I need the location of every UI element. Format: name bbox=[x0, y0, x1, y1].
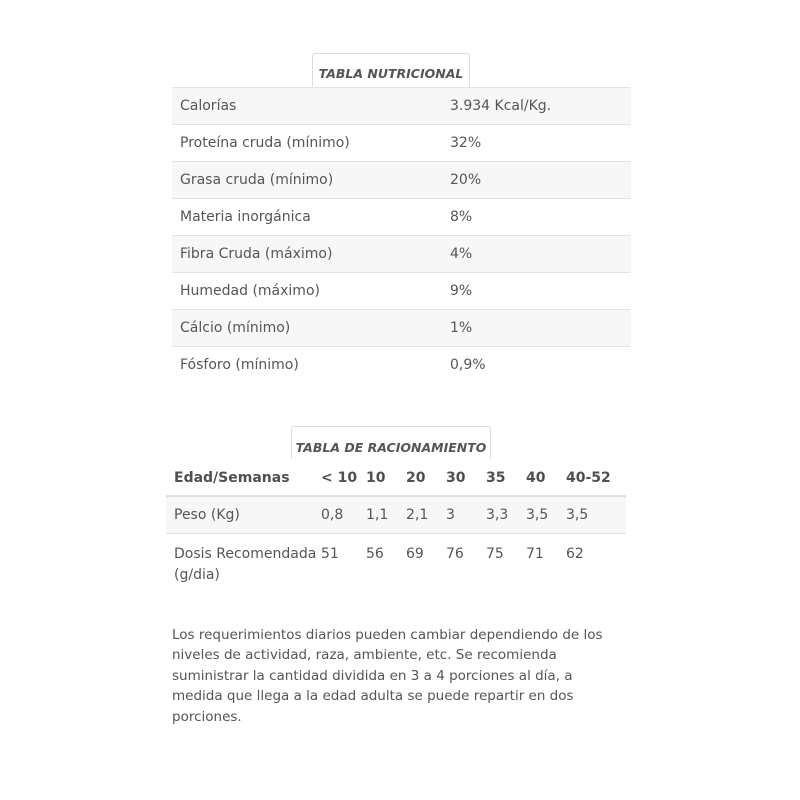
table-cell: 2,1 bbox=[406, 507, 429, 523]
nutrient-value: 20% bbox=[450, 172, 482, 188]
table-row bbox=[172, 272, 631, 309]
table-row bbox=[172, 309, 631, 346]
header-cell: 10 bbox=[366, 469, 386, 486]
table-cell: 62 bbox=[566, 546, 584, 562]
nutrient-label: Materia inorgánica bbox=[180, 209, 311, 225]
row-label: Peso (Kg) bbox=[174, 507, 240, 523]
row-label: Dosis Recomendada (g/dia) bbox=[174, 546, 317, 583]
nutrient-label: Fósforo (mínimo) bbox=[180, 357, 299, 373]
table-row bbox=[172, 235, 631, 272]
feeding-note: Los requerimientos diarios pueden cambiar dependiendo de los niveles de actividad, raza, ambiente, etc. Se recomienda suministrar la cantidad dividida en 3 a 4 porciones al día, a medida que llega a la edad adulta se puede repartir en dos porciones. bbox=[172, 626, 603, 725]
header-cell: 40-52 bbox=[566, 469, 611, 486]
table-row bbox=[172, 198, 631, 235]
table-cell: 3,3 bbox=[486, 507, 509, 523]
table-row bbox=[166, 497, 626, 534]
table-cell: 3,5 bbox=[566, 507, 589, 523]
nutrient-label: Proteína cruda (mínimo) bbox=[180, 135, 350, 151]
header-cell: 40 bbox=[526, 469, 546, 486]
table-cell: 56 bbox=[366, 546, 384, 562]
nutrient-label: Cálcio (mínimo) bbox=[180, 320, 291, 336]
table-row bbox=[172, 161, 631, 198]
nutrient-label: Humedad (máximo) bbox=[180, 283, 320, 299]
table-cell: 69 bbox=[406, 546, 424, 562]
nutrient-label: Fibra Cruda (máximo) bbox=[180, 246, 333, 262]
table-cell: 1,1 bbox=[366, 507, 389, 523]
table-row bbox=[172, 346, 631, 383]
tabla-racionamiento-title: TABLA DE RACIONAMIENTO bbox=[291, 426, 491, 459]
table-cell: 0,8 bbox=[321, 507, 344, 523]
nutrient-label: Calorías bbox=[180, 98, 237, 114]
table-row bbox=[166, 534, 626, 586]
nutrient-value: 1% bbox=[450, 320, 473, 336]
header-cell: 30 bbox=[446, 469, 466, 486]
nutrient-value: 9% bbox=[450, 283, 473, 299]
nutrient-value: 0,9% bbox=[450, 357, 486, 373]
nutrient-value: 32% bbox=[450, 135, 482, 151]
nutrition-table bbox=[172, 87, 631, 383]
table-cell: 3,5 bbox=[526, 507, 549, 523]
table-cell: 51 bbox=[321, 546, 339, 562]
header-cell: 20 bbox=[406, 469, 426, 486]
table-cell: 76 bbox=[446, 546, 464, 562]
table-cell: 71 bbox=[526, 546, 544, 562]
tabla-nutricional-title: TABLA NUTRICIONAL bbox=[312, 53, 470, 88]
ration-table bbox=[166, 460, 626, 586]
nutrient-value: 3.934 Kcal/Kg. bbox=[450, 98, 552, 114]
table-header-row bbox=[166, 460, 626, 497]
table-cell: 75 bbox=[486, 546, 504, 562]
header-cell: Edad/Semanas bbox=[174, 469, 290, 486]
table-cell: 3 bbox=[446, 507, 455, 523]
nutrient-value: 4% bbox=[450, 246, 473, 262]
header-cell: < 10 bbox=[321, 469, 358, 486]
nutrient-value: 8% bbox=[450, 209, 473, 225]
nutrient-label: Grasa cruda (mínimo) bbox=[180, 172, 334, 188]
table-row bbox=[172, 87, 631, 124]
table-row bbox=[172, 124, 631, 161]
header-cell: 35 bbox=[486, 469, 506, 486]
